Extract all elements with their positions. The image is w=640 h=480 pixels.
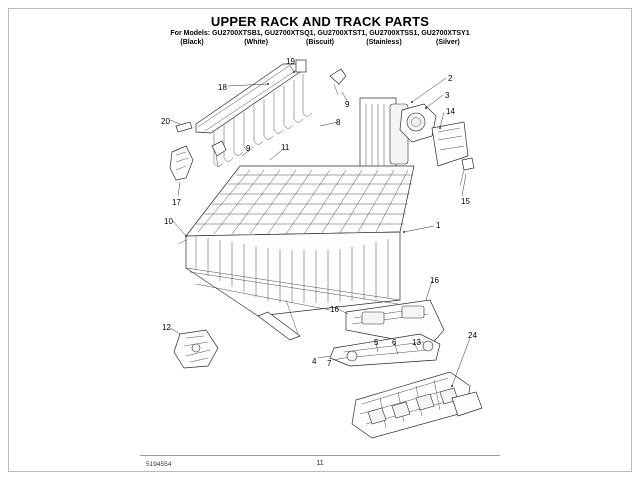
callout-3: 3 (445, 91, 450, 100)
callout-16-right: 16 (430, 276, 439, 285)
callout-14: 14 (446, 107, 455, 116)
callout-6: 6 (392, 338, 397, 347)
callout-13: 13 (412, 338, 421, 347)
callout-12: 12 (162, 323, 171, 332)
callout-4: 4 (312, 357, 317, 366)
callout-7: 7 (327, 359, 332, 368)
callout-9-top: 9 (345, 100, 350, 109)
part-upper-rail-19 (196, 57, 306, 133)
callout-19: 19 (286, 57, 295, 66)
callout-5: 5 (374, 338, 379, 347)
callout-24: 24 (468, 331, 477, 340)
models-label: For Models: GU2700XTSB1, GU2700XTSQ1, GU2700XTST1, GU2700XTSS1, GU2700XTSY1 (170, 30, 470, 37)
callout-11: 11 (281, 143, 290, 152)
part-track-24 (352, 372, 482, 438)
callout-17: 17 (172, 198, 181, 207)
finish-label-stainless: (Stainless) (366, 39, 402, 46)
part-handle-7 (330, 334, 440, 366)
finish-label-silver: (Silver) (436, 39, 460, 46)
part-plate-14 (432, 122, 468, 166)
page-number: 11 (316, 460, 324, 467)
callout-2: 2 (448, 74, 453, 83)
part-clip-9a (330, 69, 346, 95)
callout-16-left: 16 (330, 305, 339, 314)
part-bracket-17 (170, 146, 193, 180)
callout-1: 1 (436, 221, 441, 230)
part-bracket-12 (174, 330, 218, 368)
finish-label-black: (Black) (180, 39, 204, 46)
footer-divider (140, 455, 500, 456)
footer-code: 5194554 (146, 461, 172, 468)
finish-label-white: (White) (244, 39, 268, 46)
callout-20: 20 (161, 117, 170, 126)
callout-8: 8 (336, 118, 341, 127)
callout-10: 10 (164, 217, 173, 226)
part-screw-15 (460, 158, 474, 186)
finish-label-biscuit: (Biscuit) (306, 39, 334, 46)
part-rack-left-edge-10 (178, 240, 186, 244)
callout-15: 15 (461, 197, 470, 206)
callout-9-mid: 9 (246, 144, 251, 153)
page-title: UPPER RACK AND TRACK PARTS (210, 14, 430, 29)
callout-18: 18 (218, 83, 227, 92)
